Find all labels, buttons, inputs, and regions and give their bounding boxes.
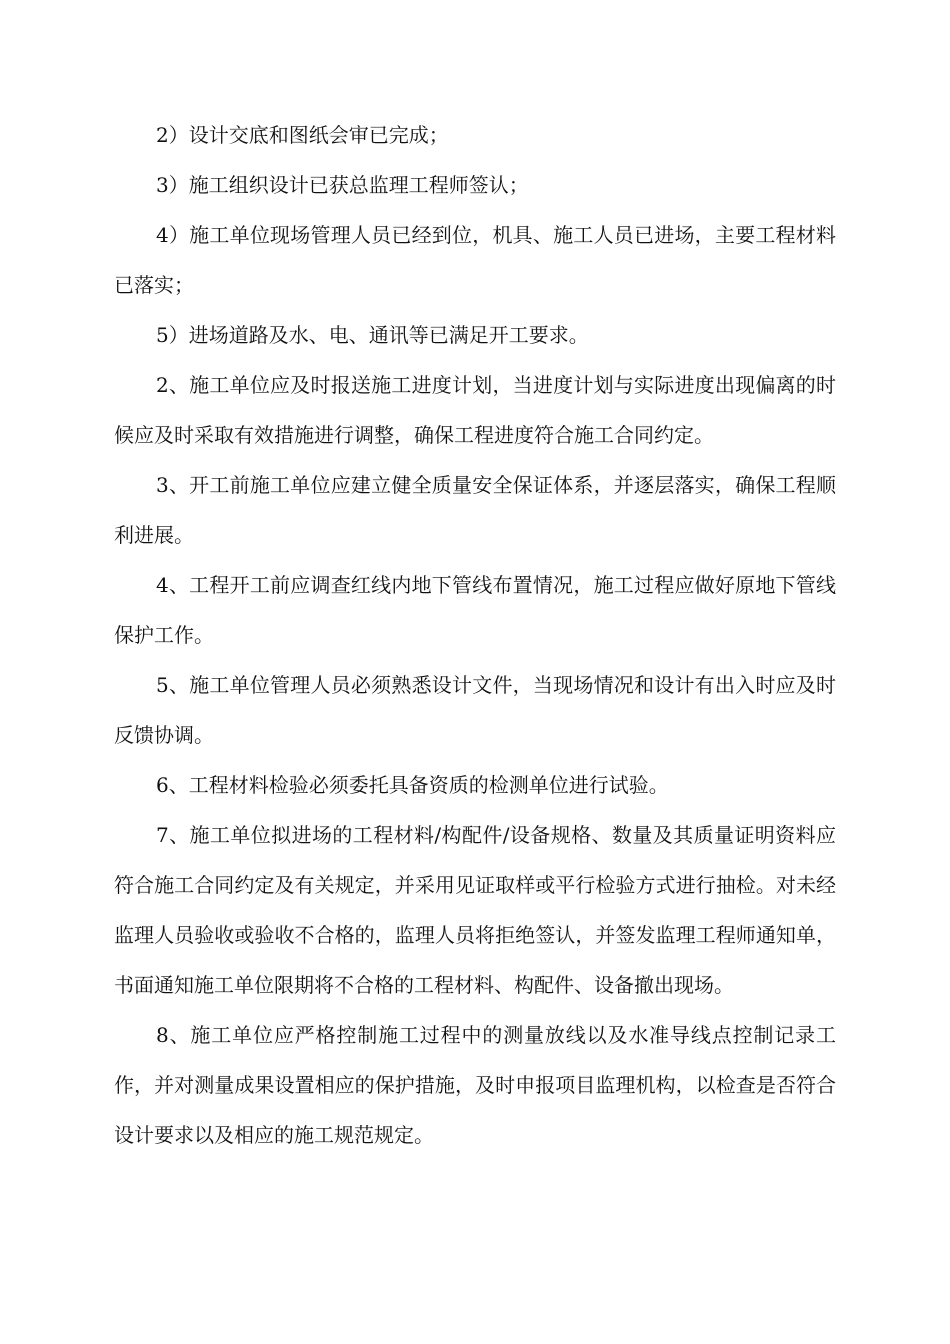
- paragraph-clause-2-schedule: 2、施工单位应及时报送施工进度计划，当进度计划与实际进度出现偏离的时候应及时采取有效措施进行调整，确保工程进度符合施工合同约定。: [114, 373, 836, 447]
- paragraph-clause-7-material-acceptance: 7、施工单位拟进场的工程材料/构配件/设备规格、数量及其质量证明资料应符合施工合同约定及有关规定，并采用见证取样或平行检验方式进行抽检。对未经监理人员验收或验收不合格的，监理人员将拒绝签认，并签发监理工程师通知单，书面通知施工单位限期将不合格的工程材料、构配件、设备撤出现场。: [114, 823, 836, 997]
- paragraph-clause-5-design-documents: 5、施工单位管理人员必须熟悉设计文件，当现场情况和设计有出入时应及时反馈协调。: [114, 673, 836, 747]
- document-body: [114, 110, 836, 1160]
- paragraph-item-4-staff-on-site: 4）施工单位现场管理人员已经到位，机具、施工人员已进场，主要工程材料已落实；: [114, 223, 836, 297]
- paragraph-clause-8-surveying: 8、施工单位应严格控制施工过程中的测量放线以及水准导线点控制记录工作，并对测量成果设置相应的保护措施，及时申报项目监理机构，以检查是否符合设计要求以及相应的施工规范规定。: [114, 1023, 836, 1147]
- paragraph-item-5-utilities-ready: 5）进场道路及水、电、通讯等已满足开工要求。: [156, 323, 589, 347]
- paragraph-clause-4-pipelines: 4、工程开工前应调查红线内地下管线布置情况，施工过程应做好原地下管线保护工作。: [114, 573, 836, 647]
- paragraph-clause-6-material-testing: 6、工程材料检验必须委托具备资质的检测单位进行试验。: [156, 773, 669, 797]
- paragraph-item-3-construction-plan: 3）施工组织设计已获总监理工程师签认；: [156, 173, 529, 197]
- paragraph-clause-3-quality-safety: 3、开工前施工单位应建立健全质量安全保证体系，并逐层落实，确保工程顺利进展。: [114, 473, 836, 547]
- paragraph-item-2-design-review: 2）设计交底和图纸会审已完成；: [156, 123, 449, 147]
